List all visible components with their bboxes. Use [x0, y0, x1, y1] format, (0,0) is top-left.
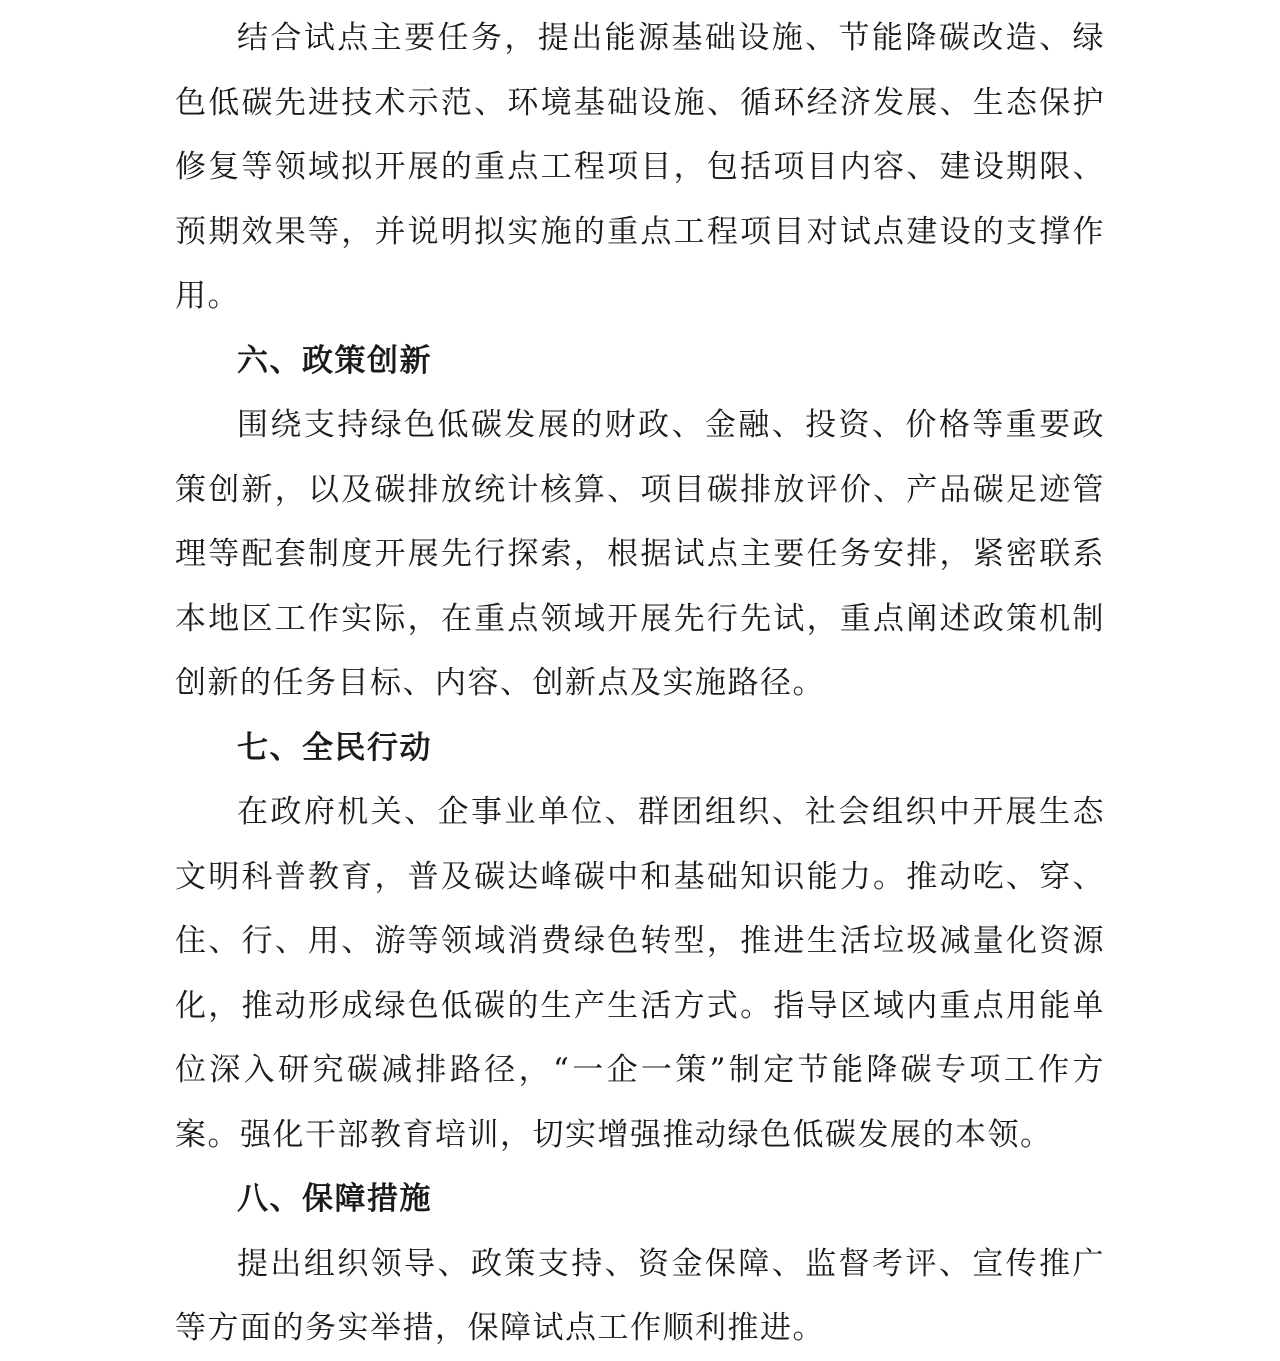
- section-heading-policy-innovation: 六、政策创新: [237, 342, 432, 379]
- section-heading-public-action: 七、全民行动: [237, 729, 432, 766]
- section-body-safeguards: 提出组织领导、政策支持、资金保障、监督考评、宣传推广等方面的务实举措，保障试点工作顺利推进。: [175, 1245, 1105, 1346]
- document-page: [175, 6, 1105, 1361]
- section-heading-safeguards: 八、保障措施: [237, 1181, 432, 1217]
- section-body-policy-innovation: 围绕支持绿色低碳发展的财政、金融、投资、价格等重要政策创新，以及碳排放统计核算、项目碳排放评价、产品碳足迹管理等配套制度开展先行探索，根据试点主要任务安排，紧密联系本地区工作实际，在重点领域开展先行先试，重点阐述政策机制创新的任务目标、内容、创新点及实施路径。: [175, 407, 1105, 701]
- section-body-public-action: 在政府机关、企事业单位、群团组织、社会组织中开展生态文明科普教育，普及碳达峰碳中和基础知识能力。推动吃、穿、住、行、用、游等领域消费绿色转型，推进生活垃圾减量化资源化，推动形成绿色低碳的生产生活方式。指导区域内重点用能单位深入研究碳减排路径，“一企一策”制定节能降碳专项工作方案。强化干部教育培训，切实增强推动绿色低碳发展的本领。: [175, 794, 1105, 1153]
- intro-paragraph: 结合试点主要任务，提出能源基础设施、节能降碳改造、绿色低碳先进技术示范、环境基础设施、循环经济发展、生态保护修复等领域拟开展的重点工程项目，包括项目内容、建设期限、预期效果等，并说明拟实施的重点工程项目对试点建设的支撑作用。: [175, 20, 1105, 314]
